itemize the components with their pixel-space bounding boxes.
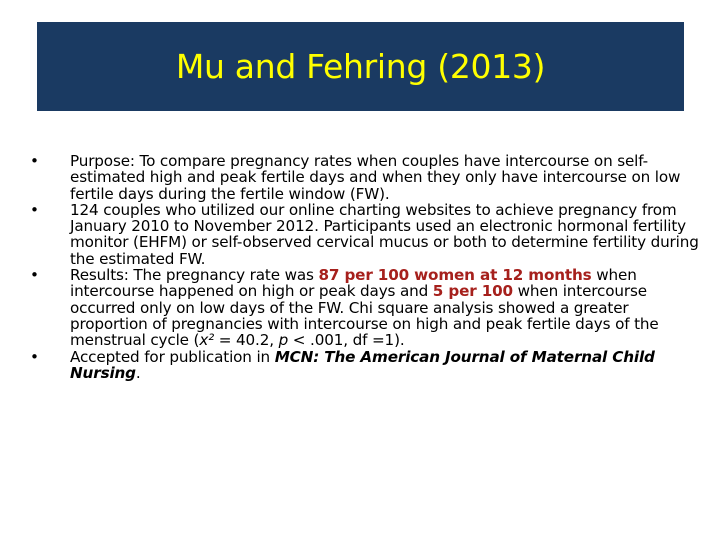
p-symbol: p	[278, 331, 289, 350]
bullet-item-participants	[30, 202, 710, 267]
highlight-rate-low: 5 per 100	[432, 282, 513, 301]
publication-text-1: Accepted for publication in	[70, 347, 275, 366]
bullet-dot: •	[30, 266, 39, 285]
bullet-text: Purpose: To compare pregnancy rates when couples have intercourse on self-estimated high and peak fertile days and when they only have intercourse on low fertile days during the fertile window (FW).	[70, 152, 681, 203]
highlight-rate-high: 87 per 100 women at 12 months	[318, 266, 592, 285]
results-text-4: = 40.2,	[214, 331, 279, 350]
results-text-1: Results: The pregnancy rate was	[70, 266, 319, 285]
bullet-dot: •	[30, 200, 39, 219]
bullet-text: 124 couples who utilized our online charting websites to achieve pregnancy from January 2010 to November 2012. Participants used an electronic hormonal fertility monitor (EHFM) or self-observed cervical mucus or both to determine fertility during the estimated FW.	[70, 200, 699, 268]
results-text-2: when intercourse happened on high or peak days and	[70, 266, 637, 301]
bullet-dot: •	[30, 347, 39, 366]
publication-text-2: .	[135, 363, 141, 382]
bullet-item-purpose	[30, 153, 710, 202]
slide-title: Mu and Fehring (2013)	[175, 47, 546, 86]
bullet-item-results	[30, 267, 710, 348]
journal-name: MCN: The American Journal of Maternal Child Nursing	[70, 347, 655, 382]
bullet-list	[30, 153, 710, 381]
bullet-item-publication	[30, 349, 710, 382]
results-text-5: < .001, df =1).	[288, 331, 405, 350]
chi-square-symbol: x²	[199, 331, 215, 350]
results-text-3: when intercourse occurred only on low days of the FW. Chi square analysis showed a greater proportion of pregnancies with intercourse on high and peak fertile days of the menstrual cycle (	[70, 282, 659, 350]
title-bar	[37, 22, 684, 111]
bullet-dot: •	[30, 152, 39, 170]
